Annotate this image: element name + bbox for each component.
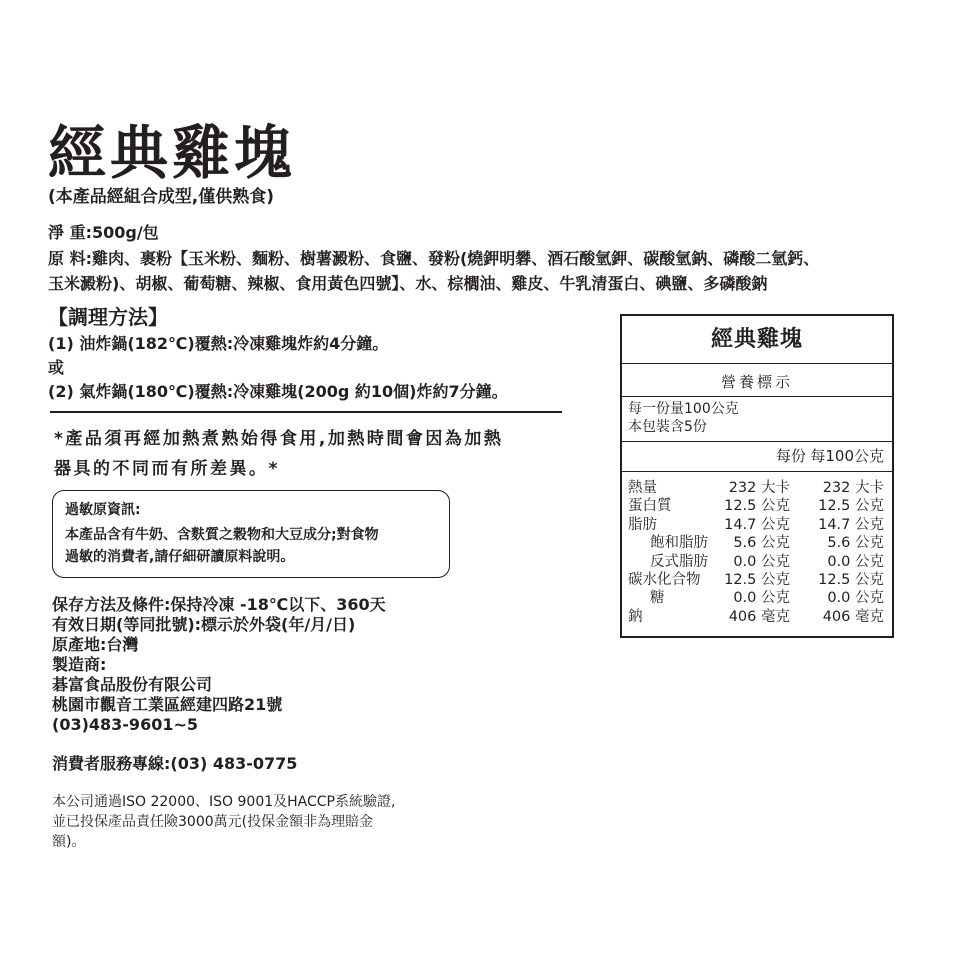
cooking-line-1: (1) 油炸鍋(182℃)覆熱:冷凍雞塊炸約4分鐘。 — [48, 334, 389, 353]
nutrition-row — [622, 534, 892, 552]
nutrition-divider — [622, 396, 892, 397]
cooking-heading: 【調理方法】 — [48, 305, 168, 329]
allergy-info-box — [52, 490, 450, 578]
storage-conditions: 保存方法及條件:保持冷凍 -18℃以下、360天 — [52, 595, 386, 614]
nutrition-column-header — [622, 445, 892, 467]
cooking-line-or: 或 — [48, 358, 65, 377]
nutrient-per-serving: 406 毫克 — [728, 608, 790, 625]
nutrition-row — [622, 589, 892, 607]
origin: 原產地:台灣 — [52, 635, 139, 654]
nutrient-per-serving: 12.5 公克 — [724, 498, 790, 515]
nutrient-per-100g: 14.7 公克 — [818, 516, 884, 533]
manufacturer-address: 桃園市觀音工業區經建四路21號 — [52, 695, 283, 714]
nutrient-name: 反式脂肪 — [650, 553, 708, 570]
nutrient-per-100g: 12.5 公克 — [818, 498, 884, 515]
nutrient-per-100g: 5.6 公克 — [827, 535, 884, 552]
expiry-date: 有效日期(等同批號):標示於外袋(年/月/日) — [52, 615, 356, 634]
nutrition-row — [622, 497, 892, 515]
nutrition-subtitle: 營養標示 — [720, 373, 793, 391]
consumer-hotline: 消費者服務專線:(03) 483-0775 — [52, 754, 298, 773]
nutrient-name: 碳水化合物 — [628, 572, 701, 588]
allergy-line-1: 本產品含有牛奶、含麩質之穀物和大豆成分;對食物 — [65, 527, 379, 543]
servings-per-package: 本包裝含5份 — [628, 419, 707, 435]
nutrient-per-serving: 5.6 公克 — [733, 535, 790, 552]
nutrient-name: 熱量 — [628, 480, 657, 496]
nutrition-row — [622, 553, 892, 571]
nutrient-name: 飽和脂肪 — [650, 535, 708, 552]
nutrition-row — [622, 571, 892, 589]
heating-notice-line-1: *產品須再經加熱煮熟始得食用,加熱時間會因為加熱 — [54, 429, 504, 449]
cooking-line-2: (2) 氣炸鍋(180℃)覆熱:冷凍雞塊(200g 約10個)炸約7分鐘。 — [48, 382, 508, 401]
column-per-100g: 每100公克 — [810, 447, 884, 465]
serving-size: 每一份量100公克 — [628, 401, 739, 417]
nutrient-per-100g: 12.5 公克 — [818, 572, 884, 588]
product-subtitle: (本產品經組合成型,僅供熟食) — [48, 187, 274, 207]
nutrient-per-serving: 0.0 公克 — [733, 590, 790, 607]
nutrition-divider — [622, 441, 892, 442]
nutrition-row — [622, 608, 892, 626]
nutrient-per-100g: 0.0 公克 — [827, 553, 884, 570]
certification-line-2: 並已投保產品責任險3000萬元(投保金額非為理賠金 — [52, 814, 374, 830]
nutrient-name: 鈉 — [628, 608, 643, 625]
product-title: 經典雞塊 — [48, 119, 297, 187]
nutrition-divider — [622, 471, 892, 472]
manufacturer-name: 碁富食品股份有限公司 — [52, 675, 213, 694]
nutrition-title: 經典雞塊 — [710, 327, 803, 352]
ingredients-line-2: 玉米澱粉)、胡椒、葡萄糖、辣椒、食用黃色四號】、水、棕櫚油、雞皮、牛乳清蛋白、碘鹽、多磷酸鈉 — [48, 274, 768, 293]
nutrient-per-serving: 0.0 公克 — [733, 553, 790, 570]
nutrition-row — [622, 516, 892, 534]
ingredients-line-1: 原 料:雞肉、裹粉【玉米粉、麵粉、樹薯澱粉、食鹽、發粉(燒鉀明礬、酒石酸氫鉀、碳酸氫鈉、磷酸二氫鈣、 — [48, 249, 820, 268]
manufacturer-phone: (03)483-9601~5 — [52, 715, 198, 734]
nutrient-name: 糖 — [650, 590, 665, 607]
nutrition-facts-table — [620, 314, 894, 638]
nutrient-per-100g: 406 毫克 — [822, 608, 884, 625]
section-divider — [50, 411, 562, 413]
net-weight: 淨 重:500g/包 — [48, 223, 159, 242]
column-per-serving: 每份 — [775, 447, 806, 465]
nutrient-per-100g: 0.0 公克 — [827, 590, 884, 607]
nutrient-name: 脂肪 — [628, 516, 657, 533]
nutrient-name: 蛋白質 — [628, 498, 672, 515]
certification-line-3: 額)。 — [52, 834, 86, 850]
allergy-line-2: 過敏的消費者,請仔細研讀原料說明。 — [65, 549, 295, 565]
certification-line-1: 本公司通過ISO 22000、ISO 9001及HACCP系統驗證, — [52, 794, 396, 810]
allergy-title: 過敏原資訊: — [65, 502, 141, 518]
manufacturer-label: 製造商: — [52, 655, 107, 674]
nutrition-row — [622, 479, 892, 497]
nutrient-per-100g: 232 大卡 — [822, 480, 884, 496]
nutrient-per-serving: 232 大卡 — [728, 480, 790, 496]
nutrition-divider — [622, 363, 892, 364]
heating-notice-line-2: 器具的不同而有所差異。* — [54, 459, 280, 479]
nutrient-per-serving: 12.5 公克 — [724, 572, 790, 588]
nutrient-per-serving: 14.7 公克 — [724, 516, 790, 533]
